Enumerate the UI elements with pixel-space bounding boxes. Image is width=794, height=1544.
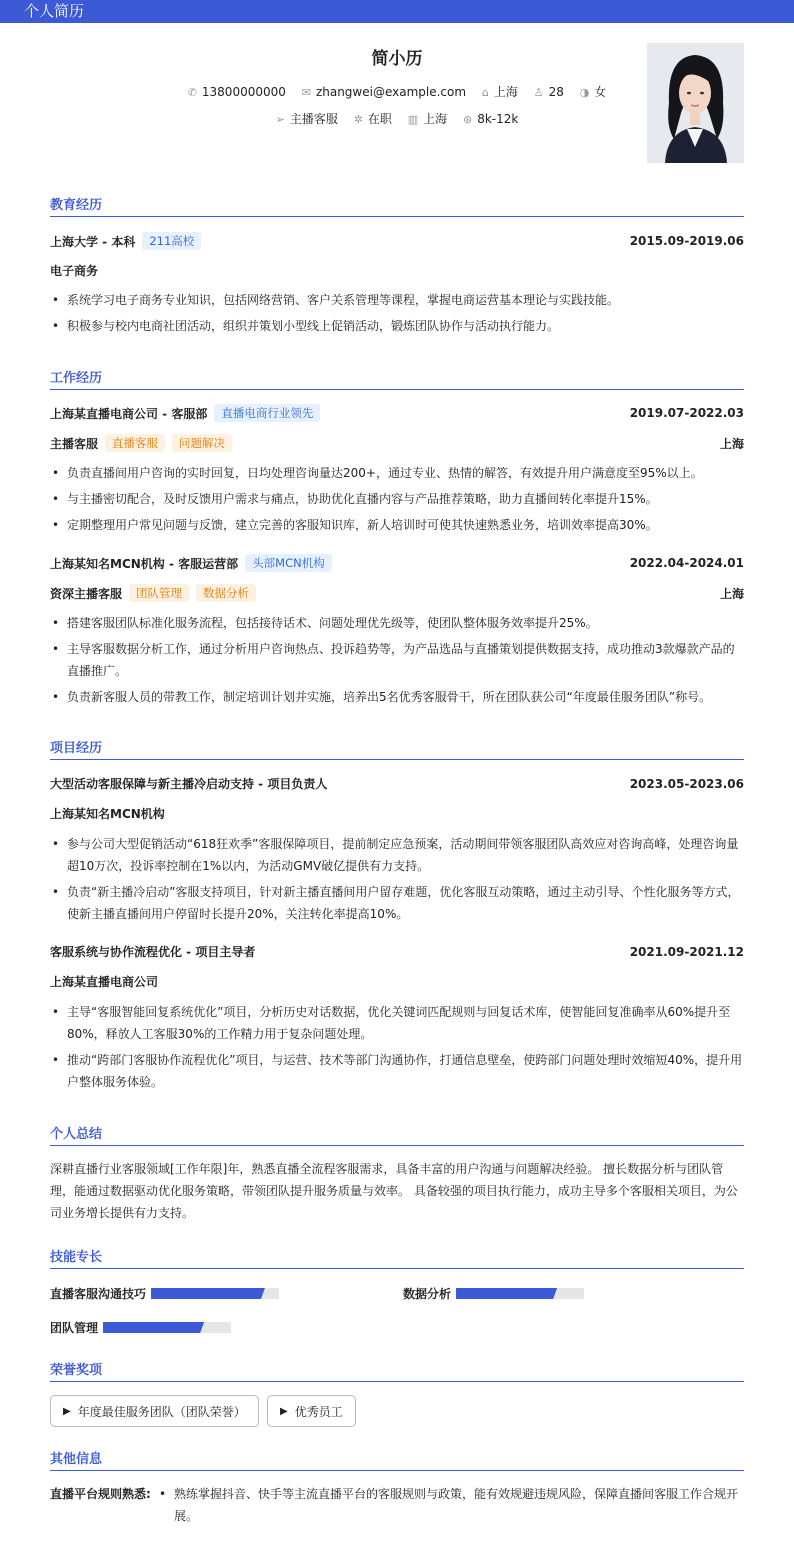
profile-photo: [647, 43, 744, 163]
education-school: 上海大学 - 本科: [50, 234, 136, 249]
salary-value: 8k-12k: [477, 112, 519, 126]
project-title: 客服系统与协作流程优化 - 项目主导者: [50, 945, 256, 959]
position-value: 主播客服: [289, 112, 338, 126]
profile-photo-illustration: [647, 43, 744, 163]
work-company-row: [50, 404, 744, 422]
work-role-row: [50, 434, 744, 452]
work-role: 资深主播客服: [50, 586, 123, 601]
project-date: 2023.05-2023.06: [629, 776, 744, 791]
work-city-item: [408, 110, 447, 127]
skill-level-fill: [456, 1288, 557, 1299]
status-value: 在职: [367, 112, 392, 126]
city-item: [482, 83, 518, 100]
work-bullet: • 定期整理用户常见问题与反馈，建立完善的客服知识库，新人培训时可使其快速熟悉业务，培训效率提高30%。: [50, 514, 744, 536]
work-role-tag: 团队管理: [129, 584, 189, 602]
education-major-row: [50, 262, 744, 279]
project-org-row: [50, 973, 744, 990]
other-bullet: • 熟练掌握抖音、快手等主流直播平台的客服规则与政策，能有效规避违规风险，保障直播间客服工作合规开展。: [157, 1483, 744, 1527]
work-bullet: • 负责直播间用户咨询的实时回复，日均处理咨询量达200+，通过专业、热情的解答，有效提升用户满意度至95%以上。: [50, 462, 744, 484]
phone-item: [188, 85, 286, 99]
salary-icon: ⊛: [463, 113, 473, 126]
salary-item: [463, 112, 518, 126]
education-tag: 211高校: [142, 232, 201, 250]
skill-item: [50, 1285, 279, 1302]
skill-level-bar: [456, 1288, 584, 1299]
triangle-icon: ▶: [63, 1405, 71, 1417]
person-icon: ♙: [533, 86, 544, 99]
project-bullet: • 推动“跨部门客服协作流程优化”项目，与运营、技术等部门沟通协作，打通信息壁垒，使跨部门问题处理时效缩短40%，提升用户整体服务体验。: [50, 1049, 744, 1093]
education-bullet: • 系统学习电子商务专业知识，包括网络营销、客户关系管理等课程，掌握电商运营基本理论与实践技能。: [50, 289, 744, 311]
work-role-tag: 数据分析: [196, 584, 256, 602]
work-bullet: • 搭建客服团队标准化服务流程，包括接待话术、问题处理优先级等，使团队整体服务效率提升25%。: [50, 612, 744, 634]
project-bullet: • 参与公司大型促销活动“618狂欢季”客服保障项目，提前制定应急预案，活动期间带领客服团队高效应对咨询高峰，处理咨询量超10万次，投诉率控制在1%以内，为活动GMV破亿提供有力支持。: [50, 833, 744, 877]
gender-item: [580, 83, 607, 100]
skill-level-bar: [103, 1322, 231, 1333]
page-header-title: 个人简历: [24, 2, 85, 20]
page-header-bar: [0, 0, 794, 23]
work-date: 2022.04-2024.01: [629, 556, 744, 570]
skill-level-fill: [151, 1288, 265, 1299]
work-city-value: 上海: [423, 112, 448, 126]
gender-value: 女: [594, 85, 607, 99]
work-city: 上海: [719, 436, 744, 451]
age-value: 28: [548, 85, 564, 99]
resume-name: 简小历: [371, 49, 423, 69]
skill-name: 数据分析: [403, 1287, 452, 1301]
work-bullet: • 与主播密切配合，及时反馈用户需求与痛点，协助优化直播内容与产品推荐策略，助力直播间转化率提升15%。: [50, 488, 744, 510]
building-icon: ▥: [407, 113, 419, 126]
section-title-education: 教育经历: [50, 194, 744, 217]
work-role-row: [50, 584, 744, 602]
work-company-row: [50, 554, 744, 572]
work-role-tag: 直播客服: [105, 434, 165, 452]
project-title-row: [50, 775, 744, 792]
work-company: 上海某直播电商公司 - 客服部: [50, 406, 208, 421]
work-bullet: • 主导客服数据分析工作，通过分析用户咨询热点、投诉趋势等，为产品选品与直播策划提供数据支持，成功推动3款爆款产品的直播推广。: [50, 638, 744, 682]
skill-name: 直播客服沟通技巧: [50, 1287, 147, 1301]
position-item: [276, 110, 338, 127]
work-city: 上海: [719, 586, 744, 601]
section-title-awards: 荣誉奖项: [50, 1359, 744, 1382]
award-item: [267, 1395, 356, 1427]
work-role: 主播客服: [50, 436, 99, 451]
award-label: 年度最佳服务团队（团队荣誉）: [77, 1404, 246, 1419]
work-role-tag: 问题解决: [172, 434, 232, 452]
award-item: [50, 1395, 259, 1427]
project-title: 大型活动客服保障与新主播冷启动支持 - 项目负责人: [50, 777, 328, 791]
age-item: [534, 85, 564, 99]
city-value: 上海: [493, 85, 518, 99]
section-title-work: 工作经历: [50, 367, 744, 390]
email-item: [302, 85, 466, 99]
project-bullet: • 主导“客服智能回复系统优化”项目，分析历史对话数据，优化关键词匹配规则与回复话术库，使智能回复准确率从60%提升至80%，释放人工客服30%的工作精力用于复杂问题处理。: [50, 1001, 744, 1045]
phone-value: 13800000000: [201, 85, 286, 99]
status-item: [354, 110, 392, 127]
project-org-row: [50, 805, 744, 822]
project-title-row: [50, 943, 744, 960]
education-date: 2015.09-2019.06: [629, 234, 744, 248]
education-major: 电子商务: [50, 264, 99, 278]
work-date: 2019.07-2022.03: [629, 406, 744, 420]
work-company: 上海某知名MCN机构 - 客服运营部: [50, 556, 239, 571]
skill-item: [50, 1319, 231, 1336]
project-bullet: • 负责“新主播冷启动”客服支持项目，针对新主播直播间用户留存难题，优化客服互动策略，通过主动引导、个性化服务等方式，使新主播直播间用户停留时长提升20%，关注转化率提高10%。: [50, 881, 744, 925]
work-bullet: • 负责新客服人员的带教工作，制定培训计划并实施，培养出5名优秀客服骨干，所在团队获公司“年度最佳服务团队”称号。: [50, 686, 744, 708]
send-icon: ➢: [275, 113, 285, 126]
status-icon: ✲: [353, 113, 363, 126]
section-title-summary: 个人总结: [50, 1123, 744, 1146]
skill-name: 团队管理: [50, 1321, 99, 1335]
skill-level-bar: [151, 1288, 279, 1299]
section-title-skills: 技能专长: [50, 1246, 744, 1269]
skill-level-fill: [103, 1322, 204, 1333]
skill-item: [403, 1285, 584, 1302]
home-icon: ⌂: [481, 86, 489, 99]
gender-icon: ◑: [579, 86, 590, 99]
work-company-tag: 直播电商行业领先: [214, 404, 320, 422]
project-org: 上海某知名MCN机构: [50, 807, 165, 821]
education-bullet: • 积极参与校内电商社团活动，组织并策划小型线上促销活动，锻炼团队协作与活动执行能力。: [50, 315, 744, 337]
work-company-tag: 头部MCN机构: [245, 554, 332, 572]
section-title-projects: 项目经历: [50, 737, 744, 760]
award-label: 优秀员工: [294, 1404, 343, 1419]
phone-icon: ✆: [187, 86, 197, 99]
education-row: [50, 232, 744, 250]
summary-text: 深耕直播行业客服领域[工作年限]年，熟悉直播全流程客服需求，具备丰富的用户沟通与问题解决经验。 擅长数据分析与团队管理，能通过数据驱动优化服务策略，带领团队提升服务质量与效率。 具备较强的项目执行能力，成功主导多个客服相关项目，为公司业务增长提供有力支持。: [50, 1162, 738, 1220]
section-title-other: 其他信息: [50, 1448, 744, 1471]
triangle-icon: ▶: [280, 1405, 288, 1417]
project-org: 上海某直播电商公司: [50, 975, 159, 989]
email-value: zhangwei@example.com: [315, 85, 467, 99]
project-date: 2021.09-2021.12: [629, 944, 744, 959]
mail-icon: ✉: [301, 86, 311, 99]
other-label: 直播平台规则熟悉:: [50, 1487, 151, 1501]
